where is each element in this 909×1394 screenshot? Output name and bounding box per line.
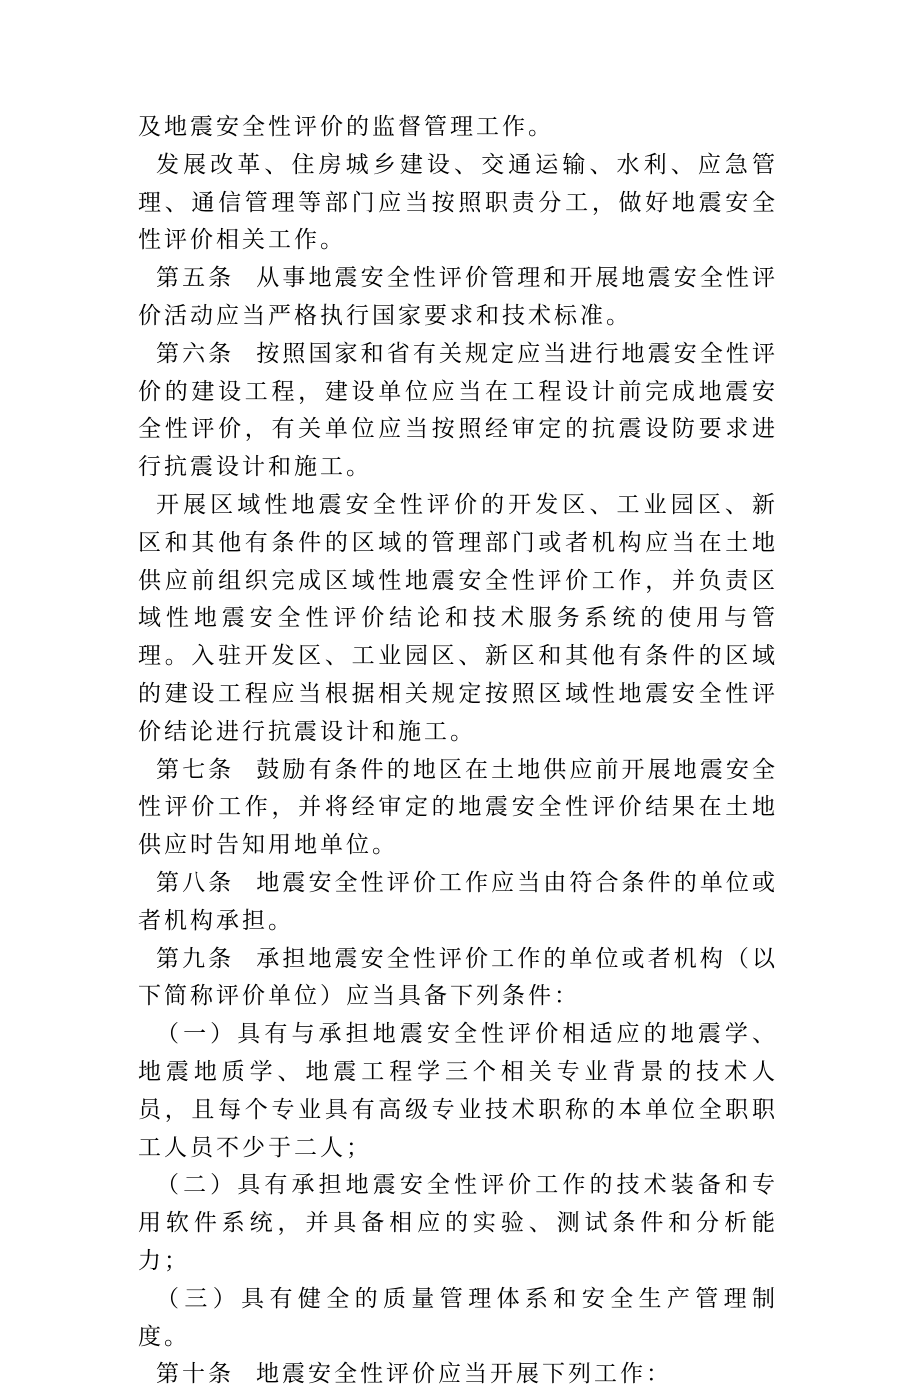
- paragraph-text: 鼓励有条件的地区在土地供应前开展地震安全性评价工作，并将经审定的地震安全性评价结果在土地供应时告知用地单位。: [138, 756, 779, 859]
- condition-item-1: [138, 1016, 778, 1167]
- paragraph-regional-evaluation: [138, 487, 778, 752]
- article-8: [138, 865, 778, 941]
- paragraph-text: 发展改革、住房城乡建设、交通运输、水利、应急管理、通信管理等部门应当按照职责分工，做好地震安全性评价相关工作。: [138, 151, 778, 254]
- paragraph-continuation: [138, 109, 778, 147]
- article-number: 第七条: [156, 756, 235, 783]
- article-7: [138, 752, 778, 865]
- paragraph-text: （三）具有健全的质量管理体系和安全生产管理制度。: [138, 1285, 778, 1350]
- document-body: [138, 109, 778, 1394]
- paragraph-text: 及地震安全性评价的监督管理工作。: [138, 114, 554, 140]
- paragraph-text: （一）具有与承担地震安全性评价相适应的地震学、地震地质学、地震工程学三个相关专业背景的技术人员，且每个专业具有高级专业技术职称的本单位全职职工人员不少于二人；: [138, 1021, 778, 1161]
- paragraph-text: 开展区域性地震安全性评价的开发区、工业园区、新区和其他有条件的区域的管理部门或者机构应当在土地供应前组织完成区域性地震安全性评价工作，并负责区域性地震安全性评价结论和技术服务系统的使用与管理。入驻开发区、工业园区、新区和其他有条件的区域的建设工程应当根据相关规定按照区域性地震安全性评价结论进行抗震设计和施工。: [138, 491, 778, 745]
- paragraph-text: 按照国家和省有关规定应当进行地震安全性评价的建设工程，建设单位应当在工程设计前完成地震安全性评价，有关单位应当按照经审定的抗震设防要求进行抗震设计和施工。: [138, 340, 779, 481]
- article-9: [138, 941, 778, 1017]
- article-number: 第六条: [156, 340, 235, 367]
- paragraph-text: （二）具有承担地震安全性评价工作的技术装备和专用软件系统，并具备相应的实验、测试条件和分析能力；: [138, 1172, 778, 1274]
- article-6: [138, 336, 778, 487]
- article-5: [138, 260, 778, 336]
- paragraph-text: 地震安全性评价应当开展下列工作：: [256, 1361, 672, 1388]
- paragraph-departments: [138, 147, 778, 260]
- article-number: 第十条: [156, 1361, 234, 1388]
- paragraph-text: 从事地震安全性评价管理和开展地震安全性评价活动应当严格执行国家要求和技术标准。: [138, 265, 779, 329]
- condition-item-3: [138, 1281, 778, 1357]
- article-10: [138, 1356, 778, 1394]
- condition-item-2: [138, 1167, 778, 1280]
- article-number: 第九条: [156, 945, 235, 972]
- article-number: 第五条: [156, 265, 235, 292]
- paragraph-text: 地震安全性评价工作应当由符合条件的单位或者机构承担。: [138, 869, 779, 934]
- article-number: 第八条: [156, 869, 235, 896]
- paragraph-text: 承担地震安全性评价工作的单位或者机构（以下简称评价单位）应当具备下列条件：: [138, 945, 779, 1010]
